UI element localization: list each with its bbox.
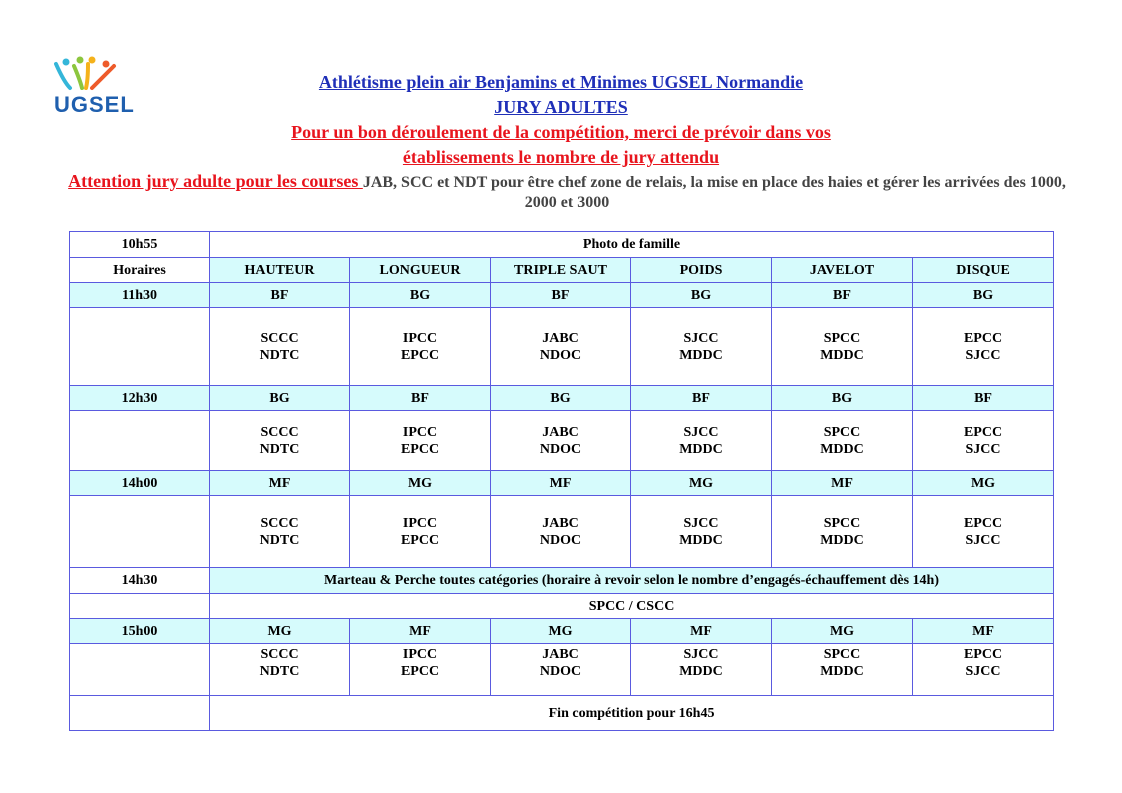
jury-cell: SCCC NDTC	[210, 411, 350, 471]
event-header: HAUTEUR	[210, 258, 350, 283]
photo-time: 10h55	[70, 232, 210, 258]
end-row	[70, 696, 1054, 731]
logo-text: UGSEL	[54, 92, 135, 117]
jury-cell: SPCC MDDC	[772, 644, 913, 696]
jury-cell: SJCC MDDC	[631, 496, 772, 568]
group-cell: MF	[210, 471, 350, 496]
group-cell: MG	[210, 619, 350, 644]
event-header: TRIPLE SAUT	[491, 258, 631, 283]
jury-cell: EPCC SJCC	[913, 411, 1054, 471]
jury-cell: SCCC NDTC	[210, 308, 350, 386]
slot-time: 11h30	[70, 283, 210, 308]
end-label: Fin compétition pour 16h45	[210, 696, 1054, 731]
event-header: DISQUE	[913, 258, 1054, 283]
jury-row	[70, 644, 1054, 696]
jury-row	[70, 496, 1054, 568]
group-cell: MF	[631, 619, 772, 644]
group-cell: MG	[350, 471, 491, 496]
group-cell: MF	[491, 471, 631, 496]
jury-cell: EPCC SJCC	[913, 644, 1054, 696]
group-cell: BG	[772, 386, 913, 411]
marteau-jury: SPCC / CSCC	[210, 594, 1054, 619]
attention-label: Attention jury adulte pour les courses	[68, 171, 363, 191]
jury-cell: JABC NDOC	[491, 308, 631, 386]
jury-cell: SJCC MDDC	[631, 308, 772, 386]
group-cell: MG	[913, 471, 1054, 496]
attention-note	[52, 171, 1082, 213]
group-cell: BF	[210, 283, 350, 308]
slot-row	[70, 386, 1054, 411]
header-row	[70, 258, 1054, 283]
jury-cell: SCCC NDTC	[210, 496, 350, 568]
slot-row	[70, 283, 1054, 308]
group-cell: BF	[491, 283, 631, 308]
group-cell: MG	[491, 619, 631, 644]
event-header: POIDS	[631, 258, 772, 283]
group-cell: BG	[631, 283, 772, 308]
group-cell: BG	[491, 386, 631, 411]
notice-line-1: Pour un bon déroulement de la compétition, merci de prévoir dans vos	[291, 122, 831, 142]
jury-cell: SPCC MDDC	[772, 411, 913, 471]
group-cell: BF	[631, 386, 772, 411]
photo-label: Photo de famille	[210, 232, 1054, 258]
jury-cell: EPCC SJCC	[913, 496, 1054, 568]
slot-row	[70, 619, 1054, 644]
empty-cell	[70, 696, 210, 731]
jury-cell: JABC NDOC	[491, 644, 631, 696]
group-cell: BF	[350, 386, 491, 411]
jury-row	[70, 308, 1054, 386]
group-cell: BF	[913, 386, 1054, 411]
marteau-row	[70, 568, 1054, 594]
attention-text: JAB, SCC et NDT pour être chef zone de relais, la mise en place des haies et gérer les arrivées des 1000, 2000 et 3000	[362, 174, 1066, 211]
jury-cell: SPCC MDDC	[772, 496, 913, 568]
group-cell: MF	[913, 619, 1054, 644]
jury-schedule-table	[69, 231, 1054, 731]
slot-time: 14h00	[70, 471, 210, 496]
slot-time: 15h00	[70, 619, 210, 644]
jury-cell: IPCC EPCC	[350, 308, 491, 386]
empty-cell	[70, 411, 210, 471]
jury-cell: SJCC MDDC	[631, 644, 772, 696]
jury-cell: EPCC SJCC	[913, 308, 1054, 386]
jury-cell: IPCC EPCC	[350, 644, 491, 696]
group-cell: BG	[350, 283, 491, 308]
page-title: Athlétisme plein air Benjamins et Minimes UGSEL Normandie	[318, 72, 804, 92]
empty-cell	[70, 496, 210, 568]
jury-cell: JABC NDOC	[491, 411, 631, 471]
group-cell: MF	[350, 619, 491, 644]
event-header: JAVELOT	[772, 258, 913, 283]
group-cell: MG	[772, 619, 913, 644]
marteau-time: 14h30	[70, 568, 210, 594]
jury-cell: JABC NDOC	[491, 496, 631, 568]
empty-cell	[70, 594, 210, 619]
jury-cell: IPCC EPCC	[350, 411, 491, 471]
marteau-jury-row	[70, 594, 1054, 619]
page-subtitle: JURY ADULTES	[494, 97, 628, 117]
group-cell: MF	[772, 471, 913, 496]
jury-cell: IPCC EPCC	[350, 496, 491, 568]
horaires-header: Horaires	[70, 258, 210, 283]
event-header: LONGUEUR	[350, 258, 491, 283]
group-cell: BF	[772, 283, 913, 308]
marteau-label: Marteau & Perche toutes catégories (horaire à revoir selon le nombre d’engagés-échauffement dès 14h)	[210, 568, 1054, 594]
jury-cell: SPCC MDDC	[772, 308, 913, 386]
empty-cell	[70, 644, 210, 696]
jury-cell: SJCC MDDC	[631, 411, 772, 471]
photo-row	[70, 232, 1054, 258]
slot-row	[70, 471, 1054, 496]
group-cell: BG	[913, 283, 1054, 308]
empty-cell	[70, 308, 210, 386]
group-cell: MG	[631, 471, 772, 496]
slot-time: 12h30	[70, 386, 210, 411]
notice-line-2: établissements le nombre de jury attendu	[402, 147, 720, 167]
group-cell: BG	[210, 386, 350, 411]
jury-cell: SCCC NDTC	[210, 644, 350, 696]
jury-row	[70, 411, 1054, 471]
